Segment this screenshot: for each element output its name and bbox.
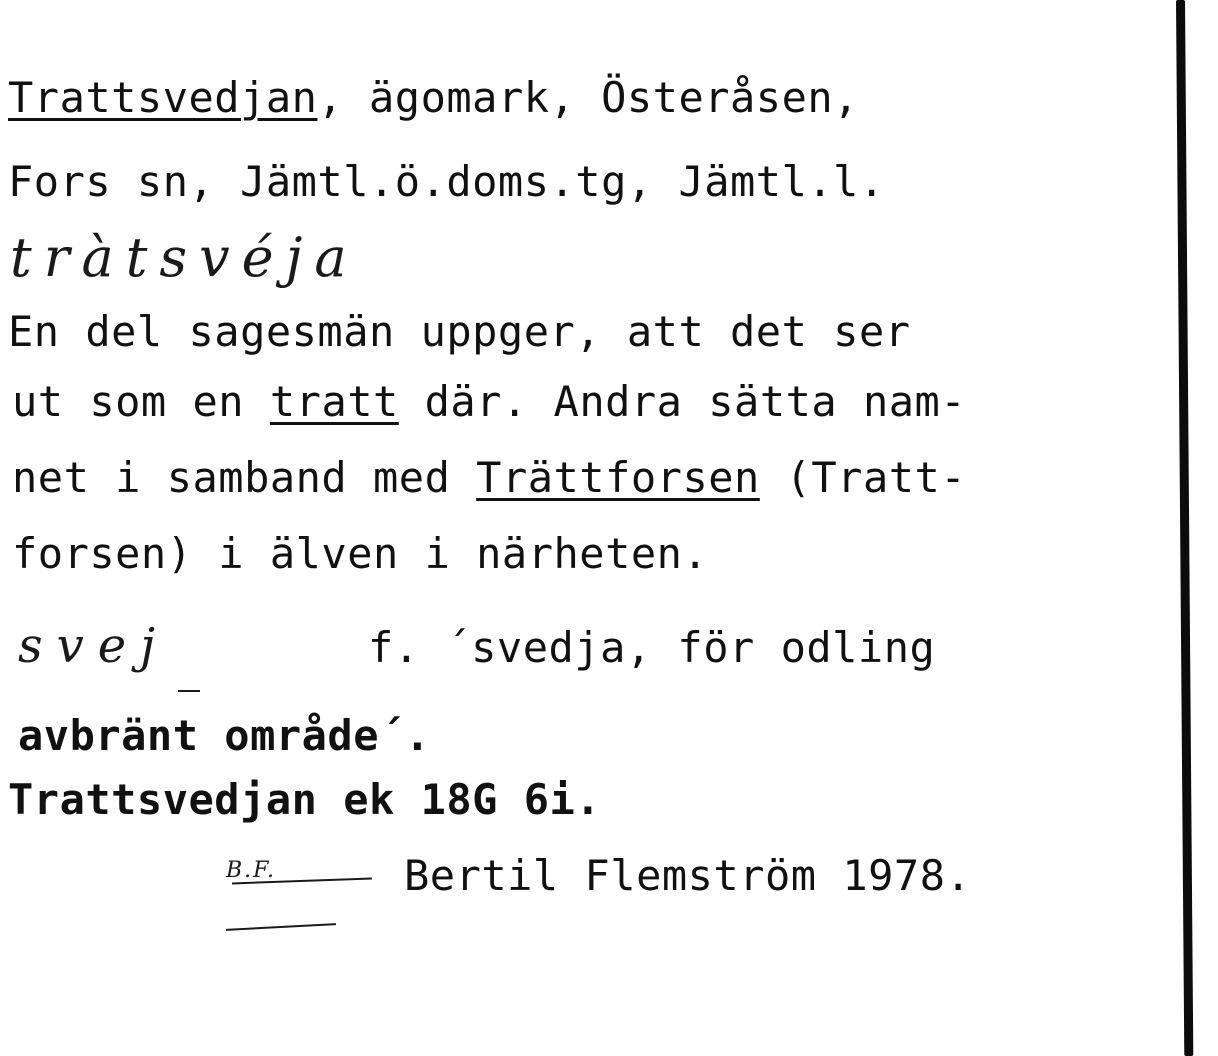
body-line-4: forsen) i älven i närheten. xyxy=(12,529,709,578)
handwritten-phonetic-1: tràtsvéja xyxy=(10,226,359,289)
body-line-2 xyxy=(12,378,966,426)
location-line: Fors sn, Jämtl.ö.doms.tg, Jämtl.l. xyxy=(8,157,885,206)
body-line-1: En del sagesmän uppger, att det ser xyxy=(8,307,911,356)
body-line-3-start: net i samband med xyxy=(12,453,477,502)
definition-line-2: avbränt område´. xyxy=(18,711,431,760)
body-line-3-end: (Tratt- xyxy=(759,453,967,502)
phonetic-underline-mark xyxy=(178,690,200,692)
definition-line-1: f. ´svedja, för odling xyxy=(368,623,936,672)
body-line-2-end: där. Andra sätta nam- xyxy=(398,377,967,426)
author-line: Bertil Flemström 1978. xyxy=(404,851,972,900)
handwritten-phonetic-2: svej xyxy=(18,618,170,674)
body-line-2-start: ut som en xyxy=(12,377,270,426)
card-edge-line xyxy=(1176,0,1193,1056)
initials-stroke-bottom xyxy=(226,923,336,931)
body-line-3 xyxy=(12,454,966,502)
reference-line: Trattsvedjan ek 18G 6i. xyxy=(8,775,602,824)
entry-heading-rest: , ägomark, Österåsen, xyxy=(317,73,859,122)
underlined-word-tratt: tratt xyxy=(269,377,399,426)
entry-headword: Trattsvedjan xyxy=(8,73,318,122)
handwritten-initials: B.F. xyxy=(226,858,276,883)
underlined-word-trattforsen: Trättforsen xyxy=(476,453,760,502)
entry-heading-line xyxy=(8,74,859,122)
